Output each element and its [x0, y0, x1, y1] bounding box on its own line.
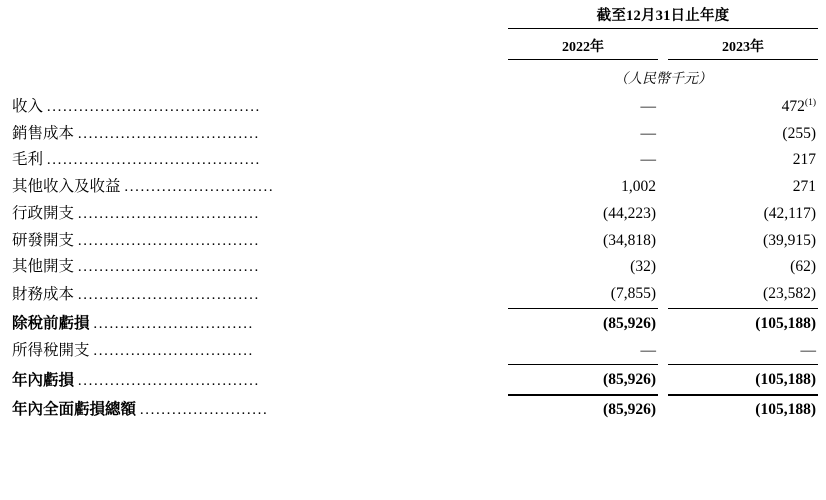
cell-2022-value: (7,855): [610, 285, 656, 303]
cell-2022: [508, 308, 658, 337]
cell-2022: [508, 338, 658, 365]
cell-2022: [508, 121, 658, 148]
table-row: [12, 121, 818, 148]
cell-2023-value: (255): [782, 124, 816, 142]
header-empty-label-cell: [12, 4, 508, 29]
row-label: 銷售成本: [12, 124, 75, 142]
cell-2022-value: (44,223): [603, 204, 656, 222]
cell-2022-value: —: [640, 124, 656, 142]
row-label-cell: [12, 147, 508, 174]
row-label-cell: [12, 395, 508, 424]
row-label: 其他收入及收益: [12, 178, 121, 196]
header-empty-label-cell-3: [12, 60, 508, 95]
row-label-cell: [12, 228, 508, 255]
table-row: [12, 147, 818, 174]
row-label: 所得稅開支: [12, 342, 90, 360]
leader-dots: ........................................: [46, 152, 261, 169]
footnote-marker: (1): [804, 97, 816, 108]
cell-2022: [508, 365, 658, 395]
column-gap-cell: [658, 395, 668, 424]
cell-2023: [668, 254, 818, 281]
row-label: 除稅前虧損: [12, 314, 90, 332]
cell-2023-value: (62): [790, 258, 816, 276]
row-label-cell: [12, 338, 508, 365]
cell-2023-value: —: [800, 341, 816, 359]
cell-2022: [508, 281, 658, 308]
row-label: 年內全面虧損總額: [12, 401, 137, 419]
row-label-cell: [12, 365, 508, 395]
units-note: （人民幣千元）: [614, 72, 712, 87]
leader-dots: ..............................: [93, 315, 254, 332]
cell-2022-value: 1,002: [621, 178, 656, 196]
table-row: [12, 94, 818, 121]
header-empty-label-cell-2: [12, 29, 508, 60]
table-row: [12, 338, 818, 365]
financial-summary-table: [12, 4, 818, 424]
leader-dots: ..................................: [77, 125, 260, 142]
row-label-cell: [12, 174, 508, 201]
row-label-cell: [12, 201, 508, 228]
cell-2022-value: (34,818): [603, 231, 656, 249]
cell-2023-value: 271: [792, 178, 816, 196]
leader-dots: ..............................: [93, 343, 254, 360]
table-row: [12, 308, 818, 337]
row-label: 毛利: [12, 151, 44, 169]
cell-2022-value: —: [640, 341, 656, 359]
column-header-2023: 2023年: [668, 29, 818, 60]
cell-2023-value: 472: [781, 98, 805, 115]
leader-dots: ..................................: [77, 372, 260, 389]
cell-2022-value: (85,926): [603, 371, 656, 389]
column-header-2022: 2022年: [508, 29, 658, 60]
cell-2022: [508, 395, 658, 424]
cell-2023-value: (23,582): [763, 285, 816, 303]
column-gap-cell: [658, 338, 668, 365]
table-row: [12, 395, 818, 424]
cell-2022: [508, 174, 658, 201]
leader-dots: ..................................: [77, 205, 260, 222]
column-gap-cell: [658, 201, 668, 228]
cell-2022: [508, 94, 658, 121]
table-row: [12, 254, 818, 281]
table-row: [12, 201, 818, 228]
column-gap-cell: [658, 365, 668, 395]
cell-2023-value: (42,117): [763, 204, 816, 222]
leader-dots: ........................: [139, 402, 269, 419]
cell-2023: [668, 174, 818, 201]
table-body: [12, 94, 818, 424]
cell-2023: [668, 395, 818, 424]
cell-2023: [668, 365, 818, 395]
cell-2022-value: —: [640, 151, 656, 169]
column-gap-cell: [658, 121, 668, 148]
period-header: 截至12月31日止年度: [508, 4, 818, 29]
cell-2023-value: (105,188): [755, 314, 816, 332]
column-gap-cell: [658, 147, 668, 174]
leader-dots: ........................................: [46, 99, 261, 115]
leader-dots: ..................................: [77, 232, 260, 249]
cell-2022-value: (85,926): [603, 314, 656, 332]
column-gap-cell: [658, 94, 668, 121]
cell-2023: [668, 94, 818, 121]
column-gap-cell: [658, 174, 668, 201]
table-header-period-row: [12, 4, 818, 29]
row-label: 收入: [12, 98, 44, 115]
table-row: [12, 228, 818, 255]
header-gap-cell: [658, 29, 668, 60]
table-header-years-row: [12, 29, 818, 60]
cell-2022: [508, 228, 658, 255]
cell-2023: [668, 228, 818, 255]
row-label: 行政開支: [12, 204, 75, 222]
leader-dots: ..................................: [77, 286, 260, 303]
table-units-row: [12, 60, 818, 95]
row-label-cell: [12, 94, 508, 121]
cell-2023-value: (105,188): [755, 401, 816, 419]
leader-dots: ............................: [124, 179, 275, 196]
leader-dots: ..................................: [77, 259, 260, 276]
cell-2022: [508, 201, 658, 228]
cell-2022: [508, 147, 658, 174]
row-label: 年內虧損: [12, 371, 75, 389]
column-gap-cell: [658, 228, 668, 255]
cell-2023-value: (39,915): [763, 231, 816, 249]
cell-2023: [668, 121, 818, 148]
cell-2022-value: (85,926): [603, 401, 656, 419]
cell-2023: [668, 147, 818, 174]
row-label-cell: [12, 281, 508, 308]
cell-2022-value: —: [640, 98, 656, 115]
cell-2023-value: (105,188): [755, 371, 816, 389]
row-label: 研發開支: [12, 231, 75, 249]
row-label-cell: [12, 254, 508, 281]
cell-2022-value: (32): [630, 258, 656, 276]
table-row: [12, 365, 818, 395]
cell-2023: [668, 338, 818, 365]
column-gap-cell: [658, 254, 668, 281]
cell-2023-value: 217: [792, 151, 816, 169]
cell-2023: [668, 308, 818, 337]
cell-2023: [668, 201, 818, 228]
cell-2022: [508, 254, 658, 281]
column-gap-cell: [658, 281, 668, 308]
table-row: [12, 281, 818, 308]
column-gap-cell: [658, 308, 668, 337]
financial-statement-page: [0, 4, 826, 500]
row-label: 財務成本: [12, 285, 75, 303]
table-row: [12, 174, 818, 201]
row-label-cell: [12, 308, 508, 337]
row-label: 其他開支: [12, 258, 75, 276]
row-label-cell: [12, 121, 508, 148]
cell-2023: [668, 281, 818, 308]
